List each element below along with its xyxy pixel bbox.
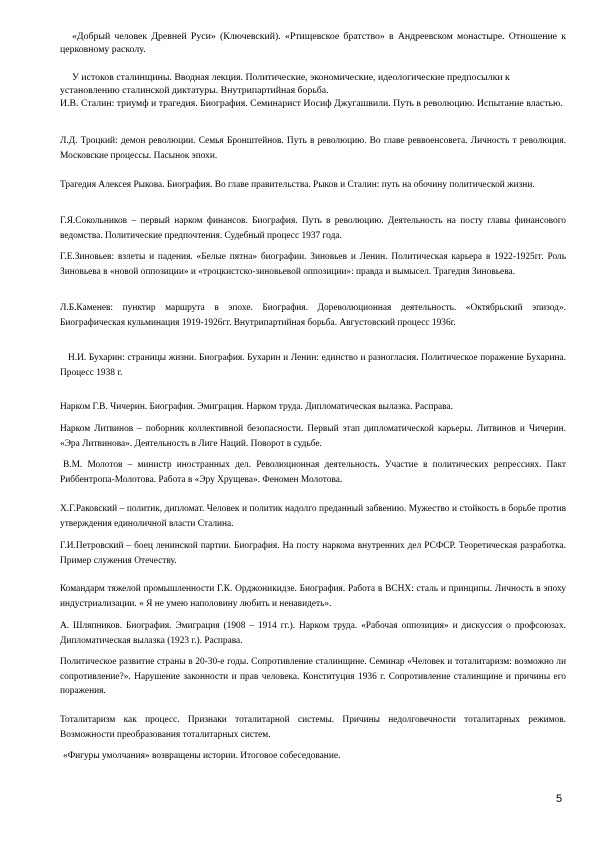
paragraph-trotsky: Л.Д. Троцкий: демон революции. Семья Бронштейнов. Путь в революцию. Во главе реввоенсовета. Личность т революция. Московские процессы. Пасынок эпохи. bbox=[60, 136, 566, 161]
paragraph-bukharin: Н.И. Бухарин: страницы жизни. Биография. Бухарин и Ленин: единство и разногласия. Политическое поражение Бухарина. Процесс 1938 г. bbox=[60, 353, 566, 378]
paragraph-totalitarianism: Тоталитаризм как процесс. Признаки тоталитарной системы. Причины недолговечности тоталитарных режимов. Возможности преобразования тоталитарных систем. bbox=[60, 715, 566, 740]
paragraph-ordzhonikidze: Командарм тяжелой промышленности Г.К. Орджоникидзе. Биография. Работа в ВСНХ: сталь и принципы. Личность в эпоху индустриализации. « Я не умею наполовину любить и ненавидеть». bbox=[60, 584, 566, 609]
paragraph-kamenev: Л.Б.Каменев: пунктир маршрута в эпохе. Биография. Дореволюционная деятельность. «Октябрьский эпизод». Биографическая кульминация 1919-1926гг. Внутрипартийная борьба. Августовский процесс 1936г. bbox=[60, 303, 566, 328]
paragraph-stalin: И.В. Сталин: триумф и трагедия. Биография. Семинарист Иосиф Джугашвили. Путь в революцию. Испытание властью. bbox=[60, 98, 563, 109]
paragraph-rtishchev: «Добрый человек Древней Руси» (Ключевский). «Ртищевское братство» в Андреевском монастыре. Отношение к церковному расколу. bbox=[60, 31, 566, 55]
page-number: 5 bbox=[556, 793, 563, 805]
paragraph-rakovsky: Х.Г.Раковский – политик, дипломат. Человек и политик надолго преданный забвению. Мужество и стойкость в борьбе против утверждения единоличной власти Сталина. bbox=[60, 504, 566, 529]
paragraph-litvinov: Нарком Литвинов – поборник коллективной безопасности. Первый этап дипломатической карьеры. Литвинов и Чичерин. «Эра Литвинова». Деятельность в Лиге Наций. Поворот в судьбе. bbox=[60, 424, 566, 449]
paragraph-shlyapnikov: А. Шляпников. Биография. Эмиграция (1908 – 1914 гг.). Нарком труда. «Рабочая оппозиция» и дискуссия о профсоюзах. Дипломатическая вылазка (1923 г.). Расправа. bbox=[60, 621, 566, 646]
paragraph-molotov: В.М. Молотов – министр иностранных дел. Революционная деятельность. Участие в политических репрессиях. Пакт Риббентропа-Молотова. Работа в «Эру Хрущева». Феномен Молотова. bbox=[60, 460, 566, 485]
paragraph-petrovsky: Г.И.Петровский – боец ленинской партии. Биография. На посту наркома внутренних дел РСФСР. Теоретическая разработка. Пример служения Отечеству. bbox=[60, 541, 566, 566]
paragraph-final-interview: «Фигуры умолчания» возвращены истории. Итоговое собеседование. bbox=[63, 751, 341, 761]
paragraph-zinoviev: Г.Е.Зиновьев: взлеты и падения. «Белые пятна» биографии. Зиновьев и Ленин. Политическая карьера в 1922-1925гг. Роль Зиновьева в «новой оппозиции» и «троцкистско-зиновьевой оппозиции»: правда и вымысел. Трагедия Зиновьева. bbox=[60, 252, 566, 277]
paragraph-rykov: Трагедия Алексея Рыкова. Биография. Во главе правительства. Рыков и Сталин: путь на обочину политической жизни. bbox=[60, 180, 535, 190]
paragraph-chicherin: Нарком Г.В. Чичерин. Биография. Эмиграция. Нарком труда. Дипломатическая вылазка. Расправа. bbox=[60, 402, 453, 412]
paragraph-stalinism-intro: У истоков сталинщины. Вводная лекция. Политические, экономические, идеологические предпосылки к установлению сталинской диктатуры. Внутрипартийная борьба. bbox=[60, 72, 510, 96]
paragraph-political-development: Политическое развитие страны в 20-30-е годы. Сопротивление сталинщине. Семинар «Человек и тоталитаризм: возможно ли сопротивление?». Нарушение законности и прав человека. Конституция 1936 г. Сопротивление сталинщине и причины его поражения. bbox=[60, 657, 566, 696]
paragraph-sokolnikov: Г.Я.Сокольников – первый нарком финансов. Биография. Путь в революцию. Деятельность на посту главы финансового ведомства. Политические предпочтения. Судебный процесс 1937 года. bbox=[60, 216, 566, 241]
